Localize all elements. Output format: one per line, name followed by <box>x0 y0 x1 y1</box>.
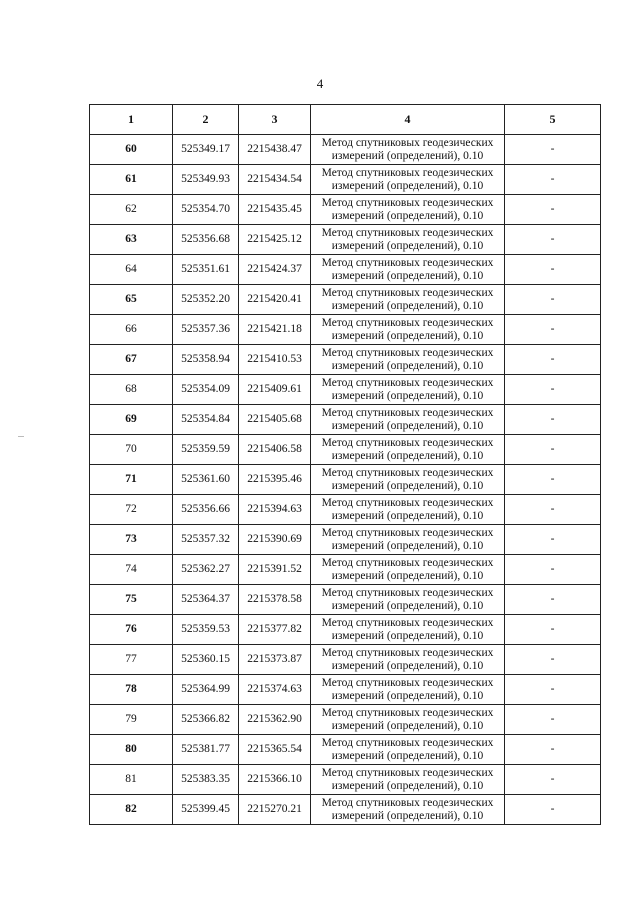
y-coordinate-cell: 2215377.82 <box>239 615 311 645</box>
method-line-1: Метод спутниковых геодезических <box>321 526 494 539</box>
method-cell <box>311 765 505 795</box>
y-coordinate-cell: 2215406.58 <box>239 435 311 465</box>
table-row <box>90 135 601 165</box>
coordinates-table <box>89 104 601 825</box>
table-row <box>90 255 601 285</box>
method-cell <box>311 165 505 195</box>
method-line-2: измерений (определений), 0.10 <box>331 809 484 822</box>
header-col-1: 1 <box>90 105 173 135</box>
method-line-1: Метод спутниковых геодезических <box>321 376 494 389</box>
table-row <box>90 705 601 735</box>
method-line-2: измерений (определений), 0.10 <box>331 209 484 222</box>
table-row <box>90 225 601 255</box>
point-number-cell: 78 <box>90 675 173 705</box>
x-coordinate-cell: 525354.70 <box>173 195 239 225</box>
method-line-1: Метод спутниковых геодезических <box>321 706 494 719</box>
header-col-5: 5 <box>505 105 601 135</box>
table-row <box>90 285 601 315</box>
x-coordinate-cell: 525352.20 <box>173 285 239 315</box>
point-number-cell: 67 <box>90 345 173 375</box>
point-number-cell: 66 <box>90 315 173 345</box>
description-cell: - <box>505 405 601 435</box>
y-coordinate-cell: 2215410.53 <box>239 345 311 375</box>
x-coordinate-cell: 525362.27 <box>173 555 239 585</box>
method-line-2: измерений (определений), 0.10 <box>331 539 484 552</box>
method-cell <box>311 525 505 555</box>
x-coordinate-cell: 525360.15 <box>173 645 239 675</box>
x-coordinate-cell: 525359.59 <box>173 435 239 465</box>
method-cell <box>311 195 505 225</box>
table-body <box>90 135 601 825</box>
x-coordinate-cell: 525361.60 <box>173 465 239 495</box>
y-coordinate-cell: 2215425.12 <box>239 225 311 255</box>
method-cell <box>311 345 505 375</box>
method-line-2: измерений (определений), 0.10 <box>331 329 484 342</box>
table-row <box>90 795 601 825</box>
description-cell: - <box>505 435 601 465</box>
method-cell <box>311 495 505 525</box>
table-row <box>90 585 601 615</box>
method-line-2: измерений (определений), 0.10 <box>331 389 484 402</box>
point-number-cell: 70 <box>90 435 173 465</box>
description-cell: - <box>505 525 601 555</box>
method-line-1: Метод спутниковых геодезических <box>321 346 494 359</box>
table-row <box>90 465 601 495</box>
description-cell: - <box>505 225 601 255</box>
method-cell <box>311 735 505 765</box>
method-line-1: Метод спутниковых геодезических <box>321 286 494 299</box>
description-cell: - <box>505 135 601 165</box>
method-line-1: Метод спутниковых геодезических <box>321 406 494 419</box>
y-coordinate-cell: 2215365.54 <box>239 735 311 765</box>
method-line-1: Метод спутниковых геодезических <box>321 586 494 599</box>
description-cell: - <box>505 495 601 525</box>
description-cell: - <box>505 285 601 315</box>
method-line-1: Метод спутниковых геодезических <box>321 646 494 659</box>
table-row <box>90 435 601 465</box>
table-row <box>90 555 601 585</box>
method-line-1: Метод спутниковых геодезических <box>321 256 494 269</box>
y-coordinate-cell: 2215424.37 <box>239 255 311 285</box>
y-coordinate-cell: 2215362.90 <box>239 705 311 735</box>
method-cell <box>311 705 505 735</box>
method-line-2: измерений (определений), 0.10 <box>331 239 484 252</box>
point-number-cell: 72 <box>90 495 173 525</box>
description-cell: - <box>505 195 601 225</box>
method-line-1: Метод спутниковых геодезических <box>321 766 494 779</box>
table-row <box>90 165 601 195</box>
method-line-1: Метод спутниковых геодезических <box>321 496 494 509</box>
method-line-2: измерений (определений), 0.10 <box>331 419 484 432</box>
y-coordinate-cell: 2215374.63 <box>239 675 311 705</box>
x-coordinate-cell: 525383.35 <box>173 765 239 795</box>
table-row <box>90 645 601 675</box>
description-cell: - <box>505 345 601 375</box>
method-cell <box>311 555 505 585</box>
y-coordinate-cell: 2215366.10 <box>239 765 311 795</box>
method-cell <box>311 675 505 705</box>
y-coordinate-cell: 2215378.58 <box>239 585 311 615</box>
y-coordinate-cell: 2215395.46 <box>239 465 311 495</box>
method-line-2: измерений (определений), 0.10 <box>331 749 484 762</box>
method-line-1: Метод спутниковых геодезических <box>321 166 494 179</box>
method-cell <box>311 795 505 825</box>
method-line-1: Метод спутниковых геодезических <box>321 196 494 209</box>
header-col-4: 4 <box>311 105 505 135</box>
description-cell: - <box>505 705 601 735</box>
method-cell <box>311 375 505 405</box>
table-row <box>90 345 601 375</box>
description-cell: - <box>505 585 601 615</box>
method-line-2: измерений (определений), 0.10 <box>331 269 484 282</box>
method-line-2: измерений (определений), 0.10 <box>331 479 484 492</box>
table-row <box>90 405 601 435</box>
y-coordinate-cell: 2215394.63 <box>239 495 311 525</box>
point-number-cell: 65 <box>90 285 173 315</box>
point-number-cell: 74 <box>90 555 173 585</box>
method-line-2: измерений (определений), 0.10 <box>331 719 484 732</box>
x-coordinate-cell: 525358.94 <box>173 345 239 375</box>
point-number-cell: 69 <box>90 405 173 435</box>
point-number-cell: 63 <box>90 225 173 255</box>
x-coordinate-cell: 525381.77 <box>173 735 239 765</box>
x-coordinate-cell: 525357.32 <box>173 525 239 555</box>
method-cell <box>311 255 505 285</box>
method-line-2: измерений (определений), 0.10 <box>331 149 484 162</box>
method-line-2: измерений (определений), 0.10 <box>331 689 484 702</box>
table-row <box>90 735 601 765</box>
description-cell: - <box>505 735 601 765</box>
y-coordinate-cell: 2215434.54 <box>239 165 311 195</box>
y-coordinate-cell: 2215438.47 <box>239 135 311 165</box>
point-number-cell: 61 <box>90 165 173 195</box>
x-coordinate-cell: 525356.68 <box>173 225 239 255</box>
y-coordinate-cell: 2215405.68 <box>239 405 311 435</box>
method-cell <box>311 225 505 255</box>
method-line-1: Метод спутниковых геодезических <box>321 316 494 329</box>
description-cell: - <box>505 765 601 795</box>
point-number-cell: 62 <box>90 195 173 225</box>
table-row <box>90 195 601 225</box>
description-cell: - <box>505 615 601 645</box>
method-line-2: измерений (определений), 0.10 <box>331 449 484 462</box>
x-coordinate-cell: 525366.82 <box>173 705 239 735</box>
x-coordinate-cell: 525349.93 <box>173 165 239 195</box>
point-number-cell: 68 <box>90 375 173 405</box>
method-line-2: измерений (определений), 0.10 <box>331 299 484 312</box>
method-cell <box>311 465 505 495</box>
description-cell: - <box>505 465 601 495</box>
method-line-1: Метод спутниковых геодезических <box>321 466 494 479</box>
page-number: 4 <box>316 76 324 91</box>
y-coordinate-cell: 2215435.45 <box>239 195 311 225</box>
point-number-cell: 81 <box>90 765 173 795</box>
x-coordinate-cell: 525354.09 <box>173 375 239 405</box>
table-row <box>90 525 601 555</box>
description-cell: - <box>505 645 601 675</box>
point-number-cell: 82 <box>90 795 173 825</box>
table-row <box>90 495 601 525</box>
point-number-cell: 77 <box>90 645 173 675</box>
point-number-cell: 80 <box>90 735 173 765</box>
y-coordinate-cell: 2215270.21 <box>239 795 311 825</box>
method-line-2: измерений (определений), 0.10 <box>331 659 484 672</box>
method-cell <box>311 585 505 615</box>
method-line-2: измерений (определений), 0.10 <box>331 179 484 192</box>
x-coordinate-cell: 525399.45 <box>173 795 239 825</box>
scan-artifact <box>18 436 24 437</box>
method-line-1: Метод спутниковых геодезических <box>321 736 494 749</box>
method-line-1: Метод спутниковых геодезических <box>321 556 494 569</box>
method-line-2: измерений (определений), 0.10 <box>331 779 484 792</box>
method-line-1: Метод спутниковых геодезических <box>321 796 494 809</box>
description-cell: - <box>505 675 601 705</box>
y-coordinate-cell: 2215409.61 <box>239 375 311 405</box>
point-number-cell: 71 <box>90 465 173 495</box>
method-line-2: измерений (определений), 0.10 <box>331 599 484 612</box>
y-coordinate-cell: 2215391.52 <box>239 555 311 585</box>
table-header-row <box>90 105 601 135</box>
method-cell <box>311 135 505 165</box>
y-coordinate-cell: 2215420.41 <box>239 285 311 315</box>
header-col-2: 2 <box>173 105 239 135</box>
description-cell: - <box>505 555 601 585</box>
method-cell <box>311 435 505 465</box>
x-coordinate-cell: 525356.66 <box>173 495 239 525</box>
method-line-2: измерений (определений), 0.10 <box>331 359 484 372</box>
x-coordinate-cell: 525364.99 <box>173 675 239 705</box>
point-number-cell: 76 <box>90 615 173 645</box>
table-row <box>90 765 601 795</box>
y-coordinate-cell: 2215373.87 <box>239 645 311 675</box>
method-line-2: измерений (определений), 0.10 <box>331 509 484 522</box>
description-cell: - <box>505 795 601 825</box>
header-col-3: 3 <box>239 105 311 135</box>
x-coordinate-cell: 525349.17 <box>173 135 239 165</box>
description-cell: - <box>505 165 601 195</box>
method-cell <box>311 645 505 675</box>
table-row <box>90 615 601 645</box>
description-cell: - <box>505 375 601 405</box>
method-line-1: Метод спутниковых геодезических <box>321 436 494 449</box>
description-cell: - <box>505 315 601 345</box>
point-number-cell: 64 <box>90 255 173 285</box>
table-row <box>90 675 601 705</box>
x-coordinate-cell: 525364.37 <box>173 585 239 615</box>
x-coordinate-cell: 525357.36 <box>173 315 239 345</box>
y-coordinate-cell: 2215421.18 <box>239 315 311 345</box>
method-cell <box>311 315 505 345</box>
table-row <box>90 375 601 405</box>
point-number-cell: 79 <box>90 705 173 735</box>
point-number-cell: 60 <box>90 135 173 165</box>
x-coordinate-cell: 525351.61 <box>173 255 239 285</box>
method-cell <box>311 285 505 315</box>
method-line-1: Метод спутниковых геодезических <box>321 616 494 629</box>
y-coordinate-cell: 2215390.69 <box>239 525 311 555</box>
method-line-1: Метод спутниковых геодезических <box>321 136 494 149</box>
method-line-1: Метод спутниковых геодезических <box>321 226 494 239</box>
point-number-cell: 75 <box>90 585 173 615</box>
method-line-2: измерений (определений), 0.10 <box>331 569 484 582</box>
x-coordinate-cell: 525354.84 <box>173 405 239 435</box>
method-cell <box>311 615 505 645</box>
method-cell <box>311 405 505 435</box>
description-cell: - <box>505 255 601 285</box>
x-coordinate-cell: 525359.53 <box>173 615 239 645</box>
method-line-1: Метод спутниковых геодезических <box>321 676 494 689</box>
method-line-2: измерений (определений), 0.10 <box>331 629 484 642</box>
point-number-cell: 73 <box>90 525 173 555</box>
table-row <box>90 315 601 345</box>
